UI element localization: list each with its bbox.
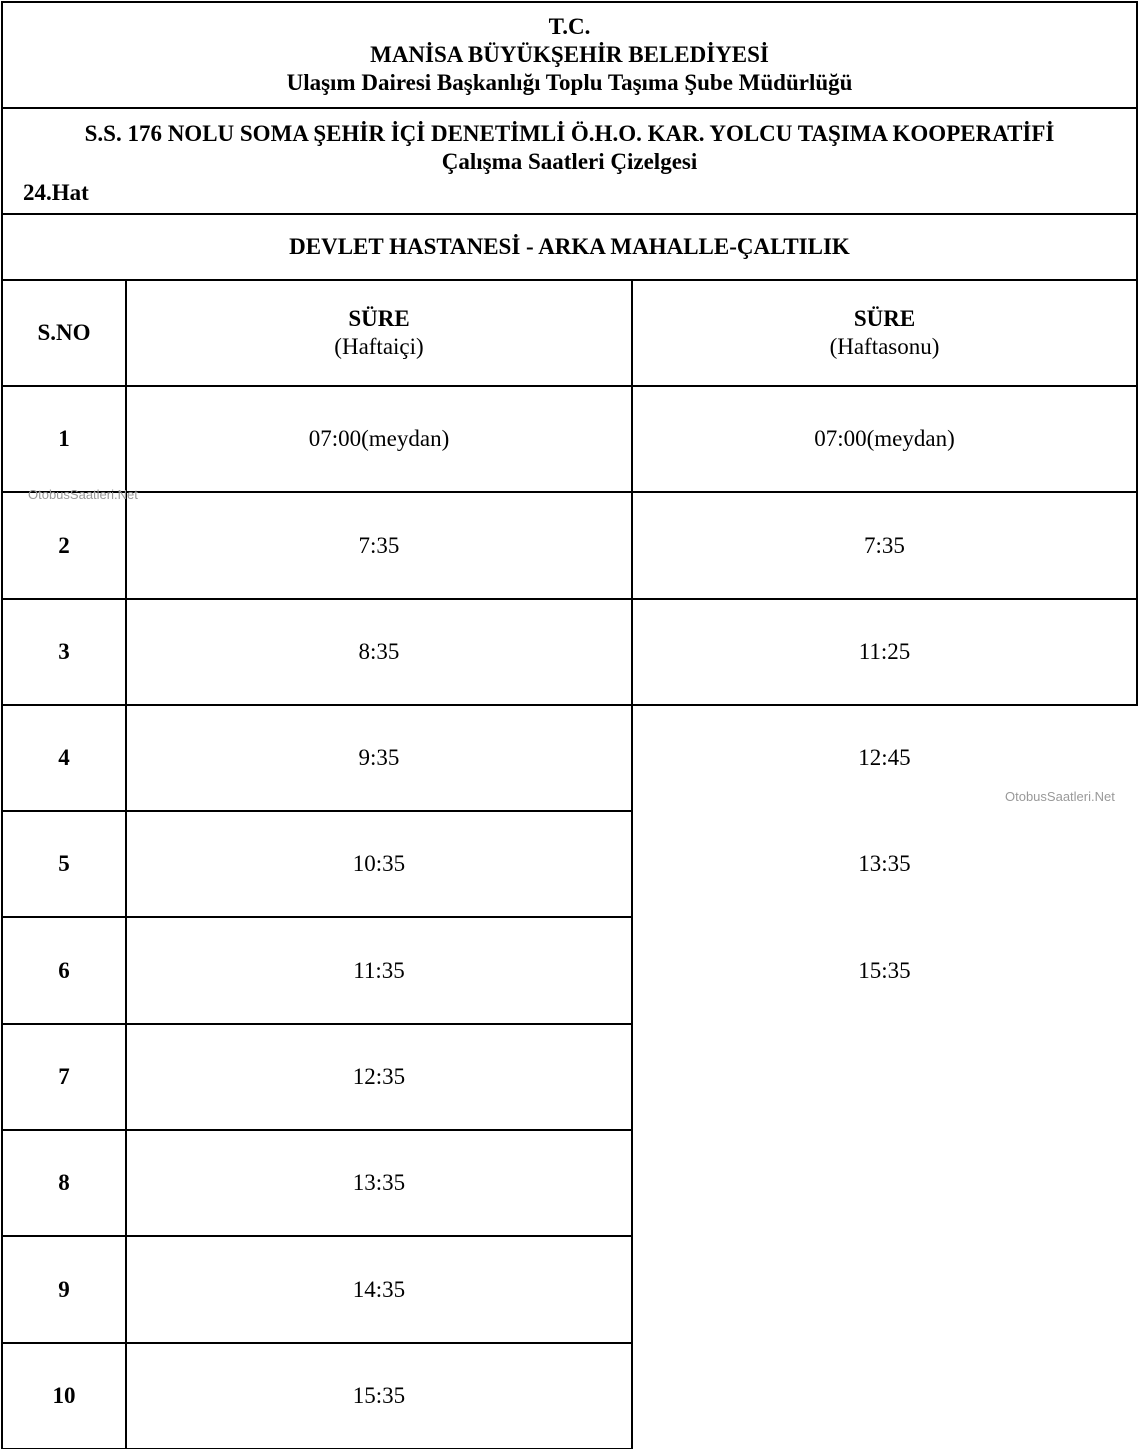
weekday-title: SÜRE — [348, 306, 410, 331]
weekend-time — [631, 1129, 1138, 1237]
weekday-time — [125, 810, 633, 918]
row-number-text: 5 — [58, 851, 70, 876]
row-number-text: 4 — [58, 745, 70, 770]
weekday-time-text: 14:35 — [352, 1276, 406, 1302]
header — [1, 1, 1138, 109]
row-number-text: 10 — [52, 1383, 76, 1408]
weekend-time — [631, 385, 1138, 493]
schedule-subtitle: Çalışma Saatleri Çizelgesi — [441, 149, 698, 174]
weekend-time-text: 13:35 — [858, 851, 911, 876]
weekday-subtitle: (Haftaiçi) — [334, 334, 424, 359]
row-number — [1, 598, 127, 706]
weekend-time-text: 7:35 — [864, 532, 905, 558]
weekend-time — [631, 916, 1138, 1025]
row-number-text: 3 — [58, 639, 70, 664]
cooperative-header — [1, 107, 1138, 215]
weekend-time — [631, 810, 1138, 918]
weekday-time — [125, 1342, 633, 1449]
row-number — [1, 385, 127, 493]
sno-label: S.NO — [37, 320, 91, 345]
weekend-time — [631, 1342, 1138, 1449]
weekend-time-text: 15:35 — [858, 957, 911, 983]
weekday-time-text: 07:00(meydan) — [308, 426, 450, 451]
row-number-text: 9 — [58, 1276, 70, 1302]
col-header-weekday — [125, 279, 633, 387]
weekend-time-text: 07:00(meydan) — [814, 426, 955, 451]
row-number-text: 1 — [58, 426, 70, 451]
row-number — [1, 810, 127, 918]
header-department: Ulaşım Dairesi Başkanlığı Toplu Taşıma Şube Müdürlüğü — [286, 70, 853, 95]
weekday-time — [125, 598, 633, 706]
row-number — [1, 1023, 127, 1131]
weekend-time-text: 12:45 — [858, 745, 911, 770]
weekday-time — [125, 385, 633, 493]
weekday-time-text: 11:35 — [353, 957, 405, 983]
row-number — [1, 916, 127, 1025]
weekend-time — [631, 1235, 1138, 1344]
weekday-time — [125, 491, 633, 600]
header-municipality: MANİSA BÜYÜKŞEHİR BELEDİYESİ — [370, 42, 769, 67]
watermark: OtobusSaatleri.Net — [28, 487, 138, 502]
route-title — [1, 213, 1138, 281]
weekday-time-text: 10:35 — [352, 851, 406, 876]
weekend-time — [631, 1023, 1138, 1131]
weekend-time — [631, 491, 1138, 600]
header-tc: T.C. — [548, 14, 591, 39]
weekday-time — [125, 1129, 633, 1237]
row-number — [1, 1342, 127, 1449]
watermark: OtobusSaatleri.Net — [1005, 789, 1115, 804]
row-number-text: 2 — [58, 532, 70, 558]
line-number: 24.Hat — [23, 180, 89, 205]
row-number-text: 8 — [58, 1170, 70, 1195]
weekday-time — [125, 1235, 633, 1344]
weekend-title: SÜRE — [853, 306, 916, 331]
weekday-time-text: 9:35 — [358, 745, 400, 770]
cooperative-name: S.S. 176 NOLU SOMA ŞEHİR İÇİ DENETİMLİ Ö.H.O. KAR. YOLCU TAŞIMA KOOPERATİFİ — [84, 121, 1055, 146]
row-number-text: 6 — [58, 957, 70, 983]
weekday-time-text: 13:35 — [352, 1170, 406, 1195]
row-number — [1, 704, 127, 812]
row-number-text: 7 — [58, 1064, 70, 1089]
route-name: DEVLET HASTANESİ - ARKA MAHALLE-ÇALTILIK — [289, 234, 850, 259]
col-header-weekend — [631, 279, 1138, 387]
weekday-time-text: 8:35 — [358, 639, 400, 664]
weekday-time-text: 15:35 — [352, 1383, 406, 1408]
weekday-time-text: 7:35 — [358, 532, 400, 558]
weekday-time — [125, 1023, 633, 1131]
weekend-time — [631, 598, 1138, 706]
weekday-time-text: 12:35 — [352, 1064, 406, 1089]
row-number — [1, 491, 127, 600]
weekend-subtitle: (Haftasonu) — [829, 334, 940, 359]
weekday-time — [125, 916, 633, 1025]
col-header-sno — [1, 279, 127, 387]
row-number — [1, 1235, 127, 1344]
weekend-time-text: 11:25 — [858, 639, 911, 664]
weekday-time — [125, 704, 633, 812]
row-number — [1, 1129, 127, 1237]
